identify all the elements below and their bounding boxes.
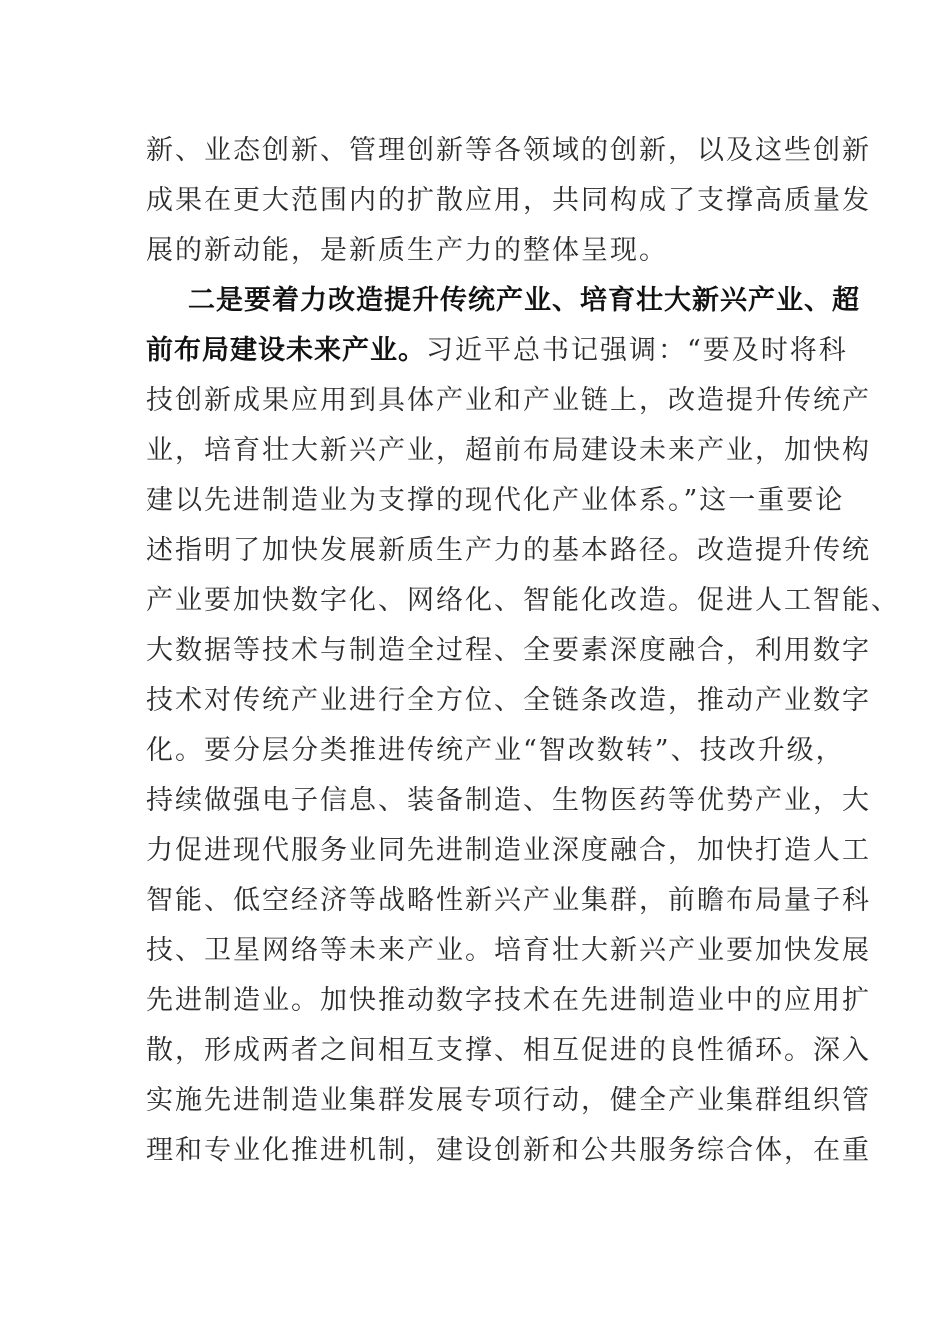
paragraph-2-line-15: 先进制造业。加快推动数字技术在先进制造业中的应用扩 [146, 985, 871, 1016]
paragraph-2-line-13: 智能、低空经济等战略性新兴产业集群，前瞻布局量子科 [146, 885, 871, 916]
paragraph-2-line-8: 大数据等技术与制造全过程、全要素深度融合，利用数字 [146, 635, 871, 666]
paragraph-2-line-2 [146, 326, 848, 376]
paragraph-1-line-1: 新、业态创新、管理创新等各领域的创新，以及这些创新 [146, 135, 871, 166]
body-text [146, 126, 900, 1176]
paragraph-2-line-3: 技创新成果应用到具体产业和产业链上，改造提升传统产 [146, 385, 871, 416]
paragraph-2-heading-end: 前布局建设未来产业。 [146, 335, 426, 366]
paragraph-2-line-4: 业，培育壮大新兴产业，超前布局建设未来产业，加快构 [146, 435, 871, 466]
paragraph-2-line-11: 持续做强电子信息、装备制造、生物医药等优势产业，大 [146, 785, 871, 816]
paragraph-2-line-18: 理和专业化推进机制，建设创新和公共服务综合体，在重 [146, 1135, 871, 1166]
paragraph-2-line-16: 散，形成两者之间相互支撑、相互促进的良性循环。深入 [146, 1035, 871, 1066]
paragraph-1-line-2: 成果在更大范围内的扩散应用，共同构成了支撑高质量发 [146, 185, 871, 216]
paragraph-2-line-17: 实施先进制造业集群发展专项行动，健全产业集群组织管 [146, 1085, 871, 1116]
paragraph-2-heading: 二是要着力改造提升传统产业、培育壮大新兴产业、超 [188, 285, 860, 316]
paragraph-2-quote-start: 习近平总书记强调：“要及时将科 [426, 335, 848, 366]
paragraph-2-line-12: 力促进现代服务业同先进制造业深度融合，加快打造人工 [146, 835, 871, 866]
paragraph-1-line-3: 展的新动能，是新质生产力的整体呈现。 [146, 235, 668, 266]
paragraph-2-line-5: 建以先进制造业为支撑的现代化产业体系。”这一重要论 [146, 485, 845, 516]
paragraph-2-line-10: 化。要分层分类推进传统产业“智改数转”、技改升级， [146, 735, 845, 766]
paragraph-2-line-14: 技、卫星网络等未来产业。培育壮大新兴产业要加快发展 [146, 935, 871, 966]
paragraph-2-line-9: 技术对传统产业进行全方位、全链条改造，推动产业数字 [146, 685, 871, 716]
paragraph-2-line-1 [146, 276, 860, 326]
paragraph-2-line-6: 述指明了加快发展新质生产力的基本路径。改造提升传统 [146, 535, 871, 566]
paragraph-2-line-7: 产业要加快数字化、网络化、智能化改造。促进人工智能、 [146, 585, 900, 616]
